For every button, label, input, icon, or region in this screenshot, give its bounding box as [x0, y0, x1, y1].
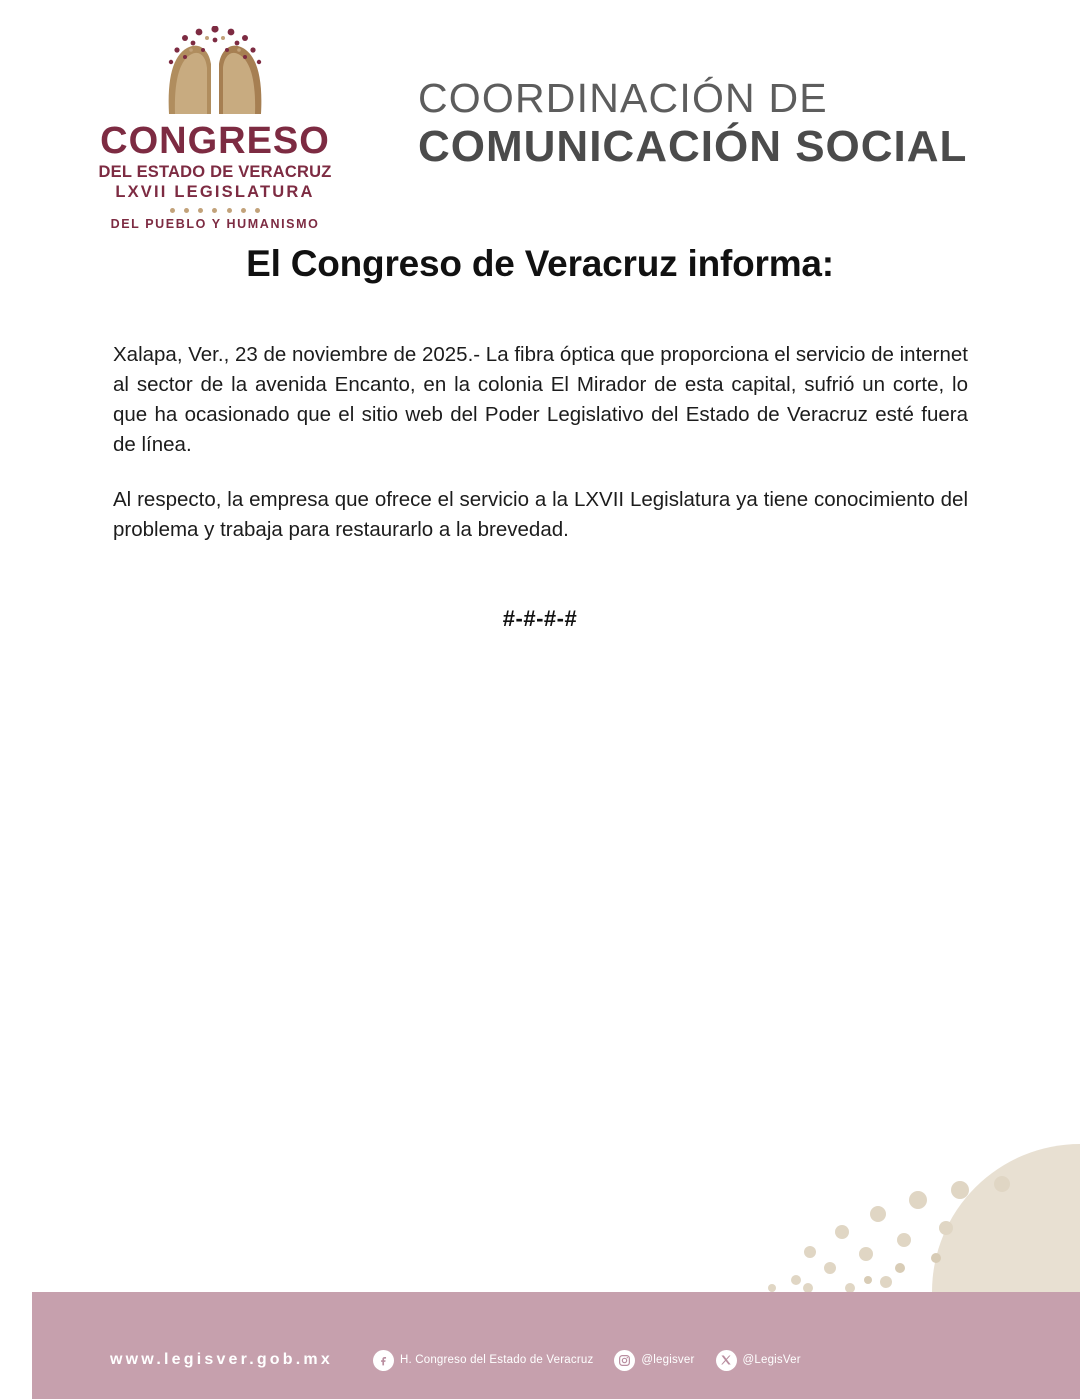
page-title: El Congreso de Veracruz informa: — [246, 243, 834, 284]
logo-subtitle: DEL ESTADO DE VERACRUZ — [98, 163, 332, 181]
end-of-release-mark: #-#-#-# — [502, 606, 578, 631]
facebook-icon — [373, 1350, 394, 1371]
social-instagram[interactable] — [614, 1350, 694, 1371]
social-facebook[interactable] — [373, 1350, 593, 1371]
social-facebook-label: H. Congreso del Estado de Veracruz — [399, 1354, 594, 1366]
footer-website-url[interactable]: www.legisver.gob.mx — [110, 1351, 333, 1368]
page-header — [0, 18, 1080, 232]
logo-dots-decoration — [170, 208, 260, 213]
social-x-label: @LegisVer — [742, 1354, 801, 1366]
paragraph-2: Al respecto, la empresa que ofrece el servicio a la LXVII Legislatura ya tiene conocimiento del problema y trabaja para restaurarlo a la brevedad. — [113, 487, 968, 541]
congreso-logo — [95, 26, 335, 231]
instagram-icon — [614, 1350, 635, 1371]
social-x-twitter[interactable] — [716, 1350, 801, 1371]
page-footer — [0, 1292, 1080, 1399]
header-title-line1: COORDINACIÓN DE — [418, 75, 828, 121]
logo-name: CONGRESO — [100, 120, 330, 162]
logo-slogan: DEL PUEBLO Y HUMANISMO — [110, 217, 320, 232]
header-title-line2: COMUNICACIÓN SOCIAL — [418, 121, 968, 171]
paragraph-1: Xalapa, Ver., 23 de noviembre de 2025.- La fibra óptica que proporciona el servicio de internet al sector de la avenida Encanto, en la colonia El Mirador de esta capital, sufrió un corte, lo que ha ocasionado que el sitio web del Poder Legislativo del Estado de Veracruz esté fuera de línea. — [113, 343, 968, 457]
social-instagram-label: @legisver — [641, 1354, 695, 1366]
footer-social-links — [373, 1350, 813, 1371]
header-department-title — [418, 76, 1018, 171]
document-body — [113, 340, 968, 545]
dotted-circle-decoration — [750, 1082, 1080, 1292]
logo-legislature: LXVII LEGISLATURA — [115, 182, 315, 201]
x-twitter-icon — [716, 1350, 737, 1371]
congreso-emblem-icon — [125, 26, 305, 118]
